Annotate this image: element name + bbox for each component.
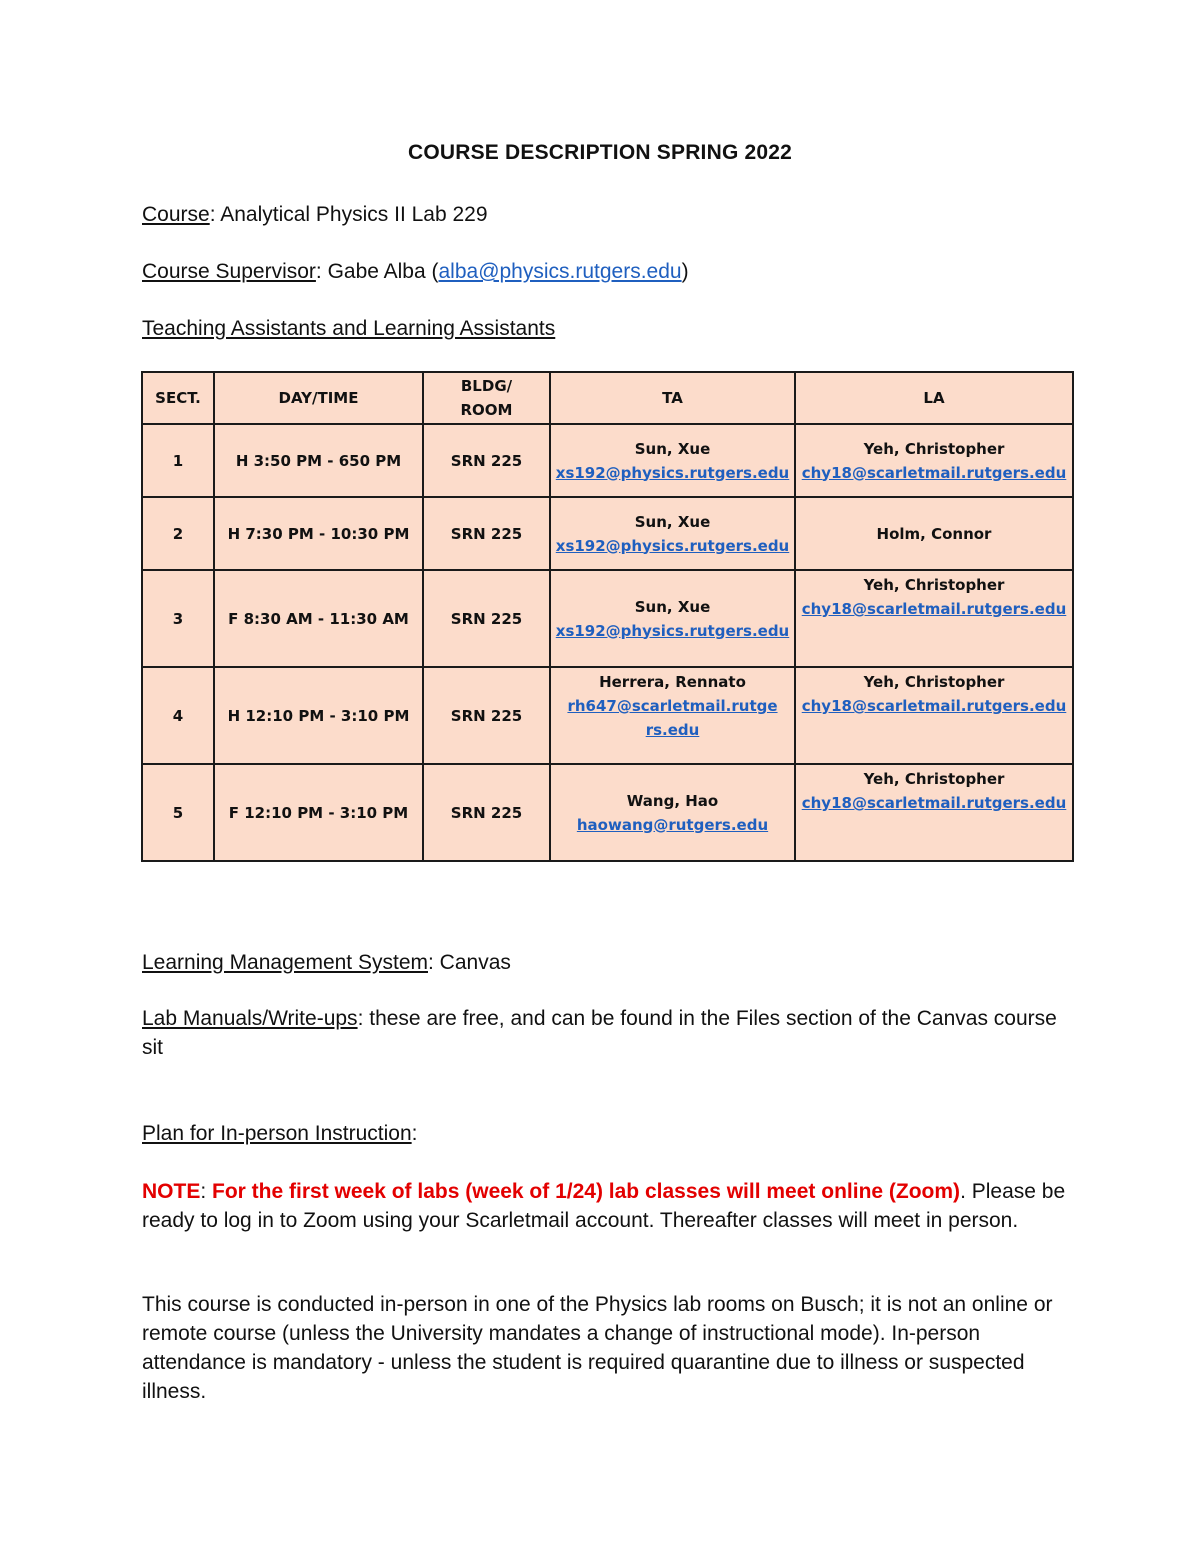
lms-line <box>142 948 511 977</box>
ta-name: Sun, Xue <box>634 597 711 616</box>
ta-email-link[interactable]: xs192@physics.rutgers.edu <box>555 621 790 640</box>
cell-ta <box>550 764 795 861</box>
note-paragraph <box>142 1177 1072 1235</box>
cell-la <box>795 764 1073 861</box>
ta-name: Wang, Hao <box>626 791 719 810</box>
plan-value: : <box>411 1122 418 1145</box>
ta-email-link[interactable]: haowang@rutgers.edu <box>576 815 769 834</box>
ta-email-link[interactable]: rh647@scarletmail.rutgers.edu <box>567 697 778 739</box>
ta-email-link[interactable]: xs192@physics.rutgers.edu <box>555 463 790 482</box>
cell-time: F 12:10 PM - 3:10 PM <box>214 764 423 861</box>
cell-room: SRN 225 <box>423 667 550 764</box>
la-name: Yeh, Christopher <box>863 673 1005 691</box>
table-row <box>142 424 1073 497</box>
ta-name: Herrera, Rennato <box>599 673 746 691</box>
supervisor-label: Course Supervisor <box>142 260 316 283</box>
cell-time: H 12:10 PM - 3:10 PM <box>214 667 423 764</box>
la-email-link[interactable]: chy18@scarletmail.rutgers.edu <box>801 794 1067 812</box>
course-value: : Analytical Physics II Lab 229 <box>209 203 488 226</box>
note-highlight: For the first week of labs (week of 1/24) lab classes will meet online (Zoom) <box>212 1180 961 1203</box>
cell-sect: 1 <box>142 424 214 497</box>
course-label: Course <box>142 203 210 226</box>
ta-name: Sun, Xue <box>634 512 711 531</box>
assistants-heading: Teaching Assistants and Learning Assistants <box>142 317 556 340</box>
table-header-row <box>142 372 1073 424</box>
note-rest: . Please be ready to log in to Zoom using your Scarletmail account. Thereafter classes will meet in person. <box>142 1180 1066 1232</box>
table-row <box>142 570 1073 667</box>
la-email-link[interactable]: chy18@scarletmail.rutgers.edu <box>801 697 1067 715</box>
cell-la <box>795 570 1073 667</box>
body-paragraph: This course is conducted in-person in one of the Physics lab rooms on Busch; it is not an online or remote course (unless the University mandates a change of instructional mode). In-person attendance is mandatory - unless the student is required quarantine due to illness or suspected illness. <box>142 1293 1053 1403</box>
cell-sect: 3 <box>142 570 214 667</box>
cell-la <box>795 667 1073 764</box>
la-email-link[interactable]: chy18@scarletmail.rutgers.edu <box>801 600 1067 618</box>
la-name: Yeh, Christopher <box>863 576 1005 594</box>
table-row <box>142 667 1073 764</box>
cell-sect: 5 <box>142 764 214 861</box>
cell-sect: 4 <box>142 667 214 764</box>
table-row <box>142 497 1073 570</box>
cell-room: SRN 225 <box>423 764 550 861</box>
cell-la <box>795 424 1073 497</box>
course-line <box>142 200 488 229</box>
header-daytime: DAY/TIME <box>214 372 423 424</box>
la-name: Holm, Connor <box>876 524 992 543</box>
lms-value: : Canvas <box>428 951 511 974</box>
manuals-label: Lab Manuals/Write-ups <box>142 1007 358 1030</box>
cell-room: SRN 225 <box>423 570 550 667</box>
note-colon: : <box>200 1180 213 1203</box>
supervisor-name: : Gabe Alba ( <box>315 260 439 283</box>
cell-time: H 7:30 PM - 10:30 PM <box>214 497 423 570</box>
cell-la <box>795 497 1073 570</box>
supervisor-line <box>142 257 689 286</box>
header-sect: SECT. <box>142 372 214 424</box>
cell-time: F 8:30 AM - 11:30 AM <box>214 570 423 667</box>
manuals-value: : these are free, and can be found in the Files section of the Canvas course sit <box>142 1007 1057 1059</box>
manuals-paragraph <box>142 1004 1072 1062</box>
cell-room: SRN 225 <box>423 424 550 497</box>
cell-ta <box>550 424 795 497</box>
cell-room: SRN 225 <box>423 497 550 570</box>
plan-line <box>142 1119 417 1148</box>
la-name: Yeh, Christopher <box>863 770 1005 788</box>
document-title: COURSE DESCRIPTION SPRING 2022 <box>407 141 793 164</box>
la-email-link[interactable]: chy18@scarletmail.rutgers.edu <box>801 463 1067 482</box>
table-row <box>142 764 1073 861</box>
ta-name: Sun, Xue <box>634 439 711 458</box>
header-room: BLDG/ ROOM <box>423 372 550 424</box>
cell-sect: 2 <box>142 497 214 570</box>
cell-time: H 3:50 PM - 650 PM <box>214 424 423 497</box>
assistants-table <box>141 371 1074 862</box>
note-label: NOTE <box>142 1180 201 1203</box>
cell-ta <box>550 667 795 764</box>
header-la: LA <box>795 372 1073 424</box>
header-ta: TA <box>550 372 795 424</box>
la-name: Yeh, Christopher <box>863 439 1005 458</box>
supervisor-email-link[interactable]: alba@physics.rutgers.edu <box>438 260 682 283</box>
plan-label: Plan for In-person Instruction <box>142 1122 412 1145</box>
cell-ta <box>550 497 795 570</box>
ta-email-link[interactable]: xs192@physics.rutgers.edu <box>555 536 790 555</box>
cell-ta <box>550 570 795 667</box>
supervisor-close: ) <box>681 260 689 283</box>
lms-label: Learning Management System <box>142 951 428 974</box>
